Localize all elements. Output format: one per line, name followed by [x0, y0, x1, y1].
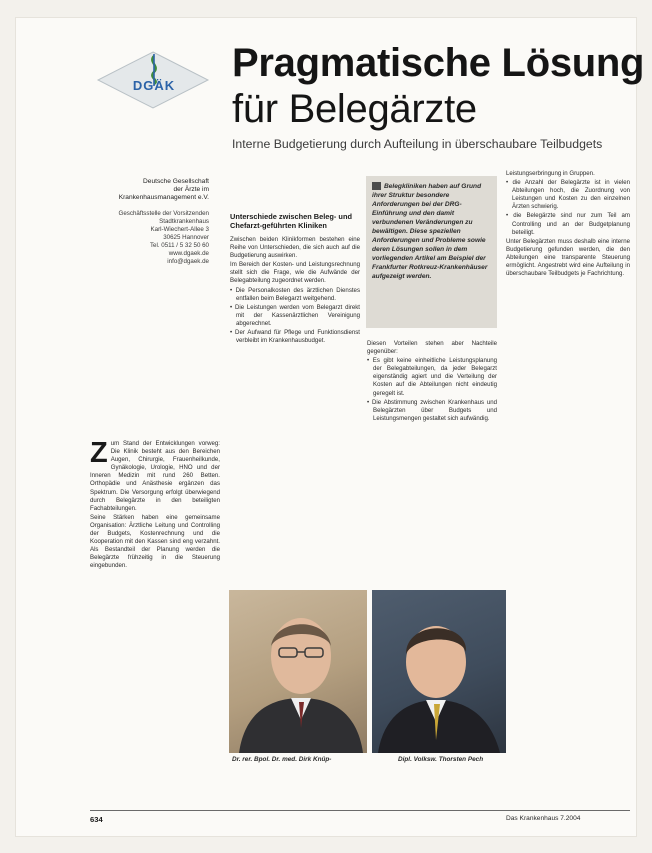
- paragraph: Diesen Vorteilen stehen aber Nachteile gegenüber:: [367, 340, 497, 356]
- text-column-2: [230, 212, 360, 346]
- portrait-photo-2: [372, 590, 506, 753]
- bullet-text: die Anzahl der Belegärzte ist in vielen Abteilungen hoch, die Zuordnung von Leistungen und Kosten zu den einzelnen Ärzten schwierig.: [512, 179, 630, 211]
- footer-rule: [90, 810, 630, 811]
- title-line-1: Pragmatische Lösung: [232, 41, 645, 85]
- paragraph: Seine Stärken haben eine gemeinsame Organisation: Ärztliche Leitung und Controlling der Budgets, Kostenrechnung und die Kooperation mit den Kassen sind eng verzahnt. Als Bestandteil der Planung werden die Belegärzte frühzeitig in die Steuerung eingebunden.: [90, 513, 220, 570]
- photo-caption-2: Dipl. Volksw. Thorsten Pech: [398, 756, 484, 763]
- address-line: Stadtkrankenhaus: [159, 218, 209, 225]
- paragraph: Leistungserbringung in Gruppen.: [506, 170, 595, 177]
- paragraph: Im Bereich der Kosten- und Leistungsrechnung stellt sich die Frage, wie die Aufwände der Belegabteilung zugeordnet werden.: [230, 261, 360, 285]
- journal-footer: Das Krankenhaus 7.2004: [506, 815, 581, 822]
- association-name-3: Krankenhausmanagement e.V.: [118, 194, 209, 201]
- section-heading: Unterschiede zwischen Beleg- und Chefarzt-geführten Kliniken: [230, 212, 352, 230]
- association-info: [84, 178, 209, 266]
- text-column-3: [367, 340, 497, 424]
- bullet-item: • Es gibt keine einheitliche Leistungsplanung der Belegabteilungen, da jeder Belegarzt eigenständig agiert und die Verteilung der Kosten auf die Abteilungen nicht eindeutig geregelt ist.: [367, 357, 498, 397]
- article-subtitle: Interne Budgetierung durch Aufteilung in überschaubare Teilbudgets: [232, 137, 603, 151]
- association-address: [84, 210, 209, 266]
- bullet-text: die Belegärzte sind nur zum Teil am Controlling und an der Budgetplanung beteiligt.: [512, 212, 631, 236]
- paragraph: Zwischen beiden Klinikformen bestehen eine Reihe von Unterschieden, die sich auch auf die Budgetierung auswirken.: [230, 236, 360, 260]
- paragraph-text: um Stand der Entwicklungen vorweg: Die Klinik besteht aus den Bereichen Augen, Chirurgie, Frauenheilkunde, Gynäkologie, Urologie, HNO und der Inneren Medizin mit rund 260 Betten. Orthopädie und Anästhesie ergänzen das Spektrum. Die Versorgung erfolgt überwiegend durch Belegärzte in den beteiligten Fachabteilungen.: [90, 440, 220, 512]
- address-line: Karl-Wiechert-Allee 3: [150, 226, 209, 233]
- address-line: info@dgaek.de: [167, 258, 209, 265]
- bullet-item: • Die Abstimmung zwischen Krankenhaus und Belegärzten über Budgets und Leistungsmengen gestaltet sich aufwändig.: [367, 398, 498, 422]
- association-name-2: der Ärzte im: [173, 186, 209, 193]
- bullet-text: Die Abstimmung zwischen Krankenhaus und Belegärzten über Budgets und Leistungsmengen gestaltet sich aufwändig.: [371, 398, 498, 422]
- bullet-text: Der Aufwand für Pflege und Funktionsdienst verbleibt im Krankenhausbudget.: [235, 329, 361, 345]
- text-column-4: [506, 170, 630, 279]
- association-name-1: Deutsche Gesellschaft: [143, 178, 209, 185]
- article-title: [232, 40, 644, 132]
- text-column-1: [90, 437, 220, 572]
- bullet-item: • die Anzahl der Belegärzte ist in vielen Abteilungen hoch, die Zuordnung von Leistungen und Kosten zu den einzelnen Ärzten schwierig.: [506, 179, 630, 211]
- portrait-photo-1: [229, 590, 367, 753]
- drop-cap: Z: [90, 437, 108, 469]
- paragraph: Unter Belegärzten muss deshalb eine interne Budgetierung gefunden werden, die den Abteilungen eine transparente Steuerung ermöglicht. Angestrebt wird eine Aufteilung in überschaubare Teilbudgets je Fachrichtung.: [506, 237, 630, 278]
- dgaek-logo: [96, 50, 211, 110]
- bullet-text: Die Personalkosten des ärztlichen Dienstes entfallen beim Belegarzt weitgehend.: [235, 286, 360, 302]
- photo-caption-1: Dr. rer. Bpol. Dr. med. Dirk Knüp-: [232, 756, 332, 763]
- bullet-text: Es gibt keine einheitliche Leistungsplanung der Belegabteilungen, da jeder Belegarzt eigenständig agiert und die Verteilung der Kosten auf die Abteilungen nicht eindeutig geregelt ist.: [372, 357, 498, 397]
- paragraph: [90, 437, 220, 513]
- bullet-item: • Der Aufwand für Pflege und Funktionsdienst verbleibt im Krankenhausbudget.: [230, 329, 361, 345]
- page-number: 634: [90, 815, 103, 824]
- bullet-item: • Die Personalkosten des ärztlichen Dienstes entfallen beim Belegarzt weitgehend.: [230, 286, 360, 302]
- address-line: Tel. 0511 / 5 32 50 60: [149, 242, 209, 249]
- bullet-item: • die Belegärzte sind nur zum Teil am Controlling und an der Budgetplanung beteiligt.: [506, 212, 631, 236]
- bullet-item: • Die Leistungen werden vom Belegarzt direkt mit der Kassenärztlichen Vereinigung abgerechnet.: [230, 303, 361, 327]
- bullet-text: Die Leistungen werden vom Belegarzt direkt mit der Kassenärztlichen Vereinigung abgerechnet.: [234, 303, 361, 327]
- address-line: Geschäftsstelle der Vorsitzenden: [118, 210, 209, 217]
- address-line: www.dgaek.de: [168, 250, 209, 257]
- logo-text: DGÄK: [132, 78, 176, 93]
- address-line: 30625 Hannover: [163, 234, 209, 241]
- quote-text: Belegkliniken haben auf Grund ihrer Struktur besondere Anforderungen bei der DRG-Einführung und den damit verbundenen Veränderungen zu bewältigen. Diese speziellen Anforderungen und Probleme sowie deren Lösungen sollen in dem vorliegenden Artikel am Beispiel der Frankfurter Rotkreuz-Krankenhäuser aufgezeigt werden.: [372, 183, 488, 280]
- quote-icon: [372, 182, 381, 190]
- title-line-2: für Belegärzte: [232, 87, 477, 131]
- pull-quote: [366, 176, 497, 328]
